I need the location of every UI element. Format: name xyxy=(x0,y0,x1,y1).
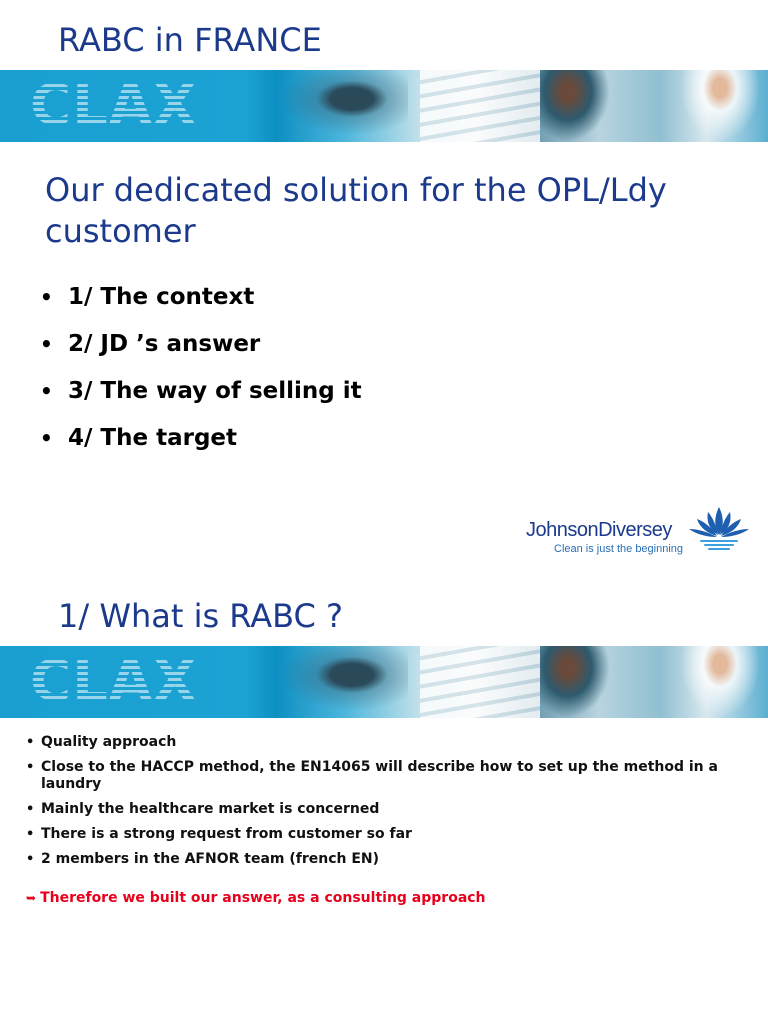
bullet-icon: • xyxy=(26,827,35,842)
rabc-points-list xyxy=(26,734,746,876)
list-item: • Mainly the healthcare market is concerned xyxy=(26,801,380,817)
bullet-icon: • xyxy=(40,426,53,450)
banner-photo-machine xyxy=(268,646,408,718)
agenda-item: • 2/ JD ’s answer xyxy=(40,327,362,374)
bullet-icon: • xyxy=(26,760,35,775)
bullet-icon: • xyxy=(40,379,53,403)
banner-photo-towels xyxy=(420,646,540,718)
list-item: • Close to the HACCP method, the EN14065 will describe how to set up the method in a laundry xyxy=(26,759,718,792)
banner-photo-worker xyxy=(540,646,610,718)
clax-banner xyxy=(0,646,768,718)
slide-2 xyxy=(0,576,768,1024)
arrow-icon: ➥ xyxy=(26,891,37,905)
brand-name: JohnsonDiversey xyxy=(526,519,672,541)
banner-photo-maid xyxy=(680,646,760,718)
brand-tagline: Clean is just the beginning xyxy=(554,543,684,555)
banner-photo-towels xyxy=(420,70,540,142)
bullet-icon: • xyxy=(26,852,35,867)
slide-2-title: 1/ What is RABC ? xyxy=(58,597,344,635)
agenda-item: • 1/ The context xyxy=(40,280,362,327)
list-item: • Quality approach xyxy=(26,734,177,750)
slide-1-title: RABC in FRANCE xyxy=(58,21,322,59)
banner-photo-machine xyxy=(268,70,408,142)
johnsondiversey-logo xyxy=(526,503,756,563)
banner-photo-worker xyxy=(540,70,610,142)
list-item: • 2 members in the AFNOR team (french EN) xyxy=(26,851,380,867)
clax-logo: CLAX xyxy=(30,649,198,714)
slide-1-subtitle: Our dedicated solution for the OPL/Ldy customer xyxy=(45,171,667,250)
clax-logo: CLAX xyxy=(30,73,198,138)
bullet-icon: • xyxy=(40,285,53,309)
lotus-flower-icon xyxy=(686,503,752,553)
bullet-icon: • xyxy=(26,802,35,817)
clax-banner xyxy=(0,70,768,142)
conclusion-statement: ➥ Therefore we built our answer, as a consulting approach xyxy=(26,890,486,906)
agenda-list xyxy=(40,280,362,468)
bullet-icon: • xyxy=(26,735,35,750)
agenda-item: • 3/ The way of selling it xyxy=(40,374,362,421)
banner-photo-maid xyxy=(680,70,760,142)
agenda-item: • 4/ The target xyxy=(40,421,362,468)
list-item: • There is a strong request from customer so far xyxy=(26,826,412,842)
bullet-icon: • xyxy=(40,332,53,356)
